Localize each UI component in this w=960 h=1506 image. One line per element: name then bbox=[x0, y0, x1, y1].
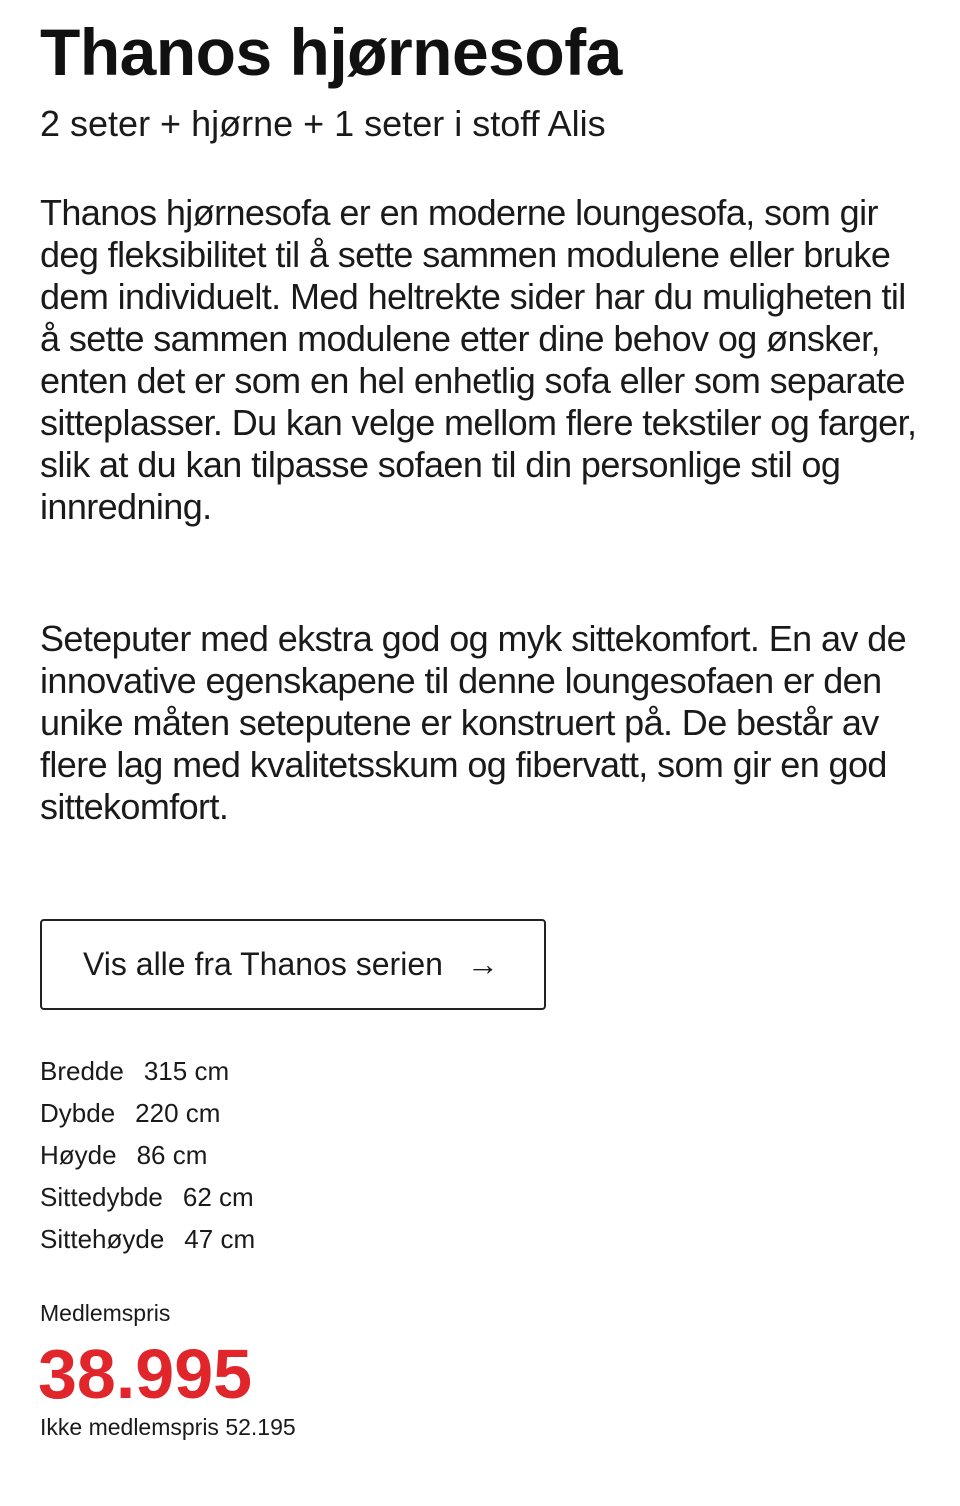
spec-label: Dybde bbox=[40, 1098, 116, 1128]
spec-label: Høyde bbox=[40, 1140, 117, 1170]
product-subtitle: 2 seter + hjørne + 1 seter i stoff Alis bbox=[40, 103, 606, 144]
spec-label: Bredde bbox=[40, 1056, 124, 1086]
view-series-button[interactable] bbox=[40, 919, 546, 1010]
spec-label: Sittedybde bbox=[40, 1182, 163, 1212]
description-paragraph: Seteputer med ekstra god og myk sittekomfort. En av de innovative egenskapene til denne loungesofaen er den unike måten seteputene er konstruert på. De består av flere lag med kvalitetsskum og fibervatt, som gir en god sittekomfort. bbox=[40, 618, 907, 827]
spec-value: 315 cm bbox=[143, 1056, 230, 1086]
description-paragraph: Thanos hjørnesofa er en moderne loungesofa, som gir deg fleksibilitet til å sette sammen modulene eller bruke dem individuelt. Med heltrekte sider har du muligheten til å sette sammen modulene etter dine behov og ønsker, enten det er som en hel enhetlig sofa eller som separate sitteplasser. Du kan velge mellom flere tekstiler og farger, slik at du kan tilpasse sofaen til din personlige stil og innredning. bbox=[40, 192, 917, 527]
spec-row bbox=[40, 1176, 255, 1218]
arrow-right-icon: → bbox=[466, 946, 499, 982]
member-price: 38.995 bbox=[38, 1335, 253, 1413]
member-price-label: Medlemspris bbox=[40, 1300, 171, 1326]
dimensions-list bbox=[40, 1050, 255, 1260]
spec-label: Sittehøyde bbox=[40, 1224, 165, 1254]
spec-row bbox=[40, 1218, 255, 1260]
spec-row bbox=[40, 1050, 255, 1092]
spec-value: 220 cm bbox=[135, 1098, 221, 1128]
spec-value: 62 cm bbox=[182, 1182, 254, 1212]
spec-value: 47 cm bbox=[184, 1224, 256, 1254]
view-series-label: Vis alle fra Thanos serien bbox=[83, 946, 443, 982]
product-title: Thanos hjørnesofa bbox=[40, 15, 622, 89]
regular-price: Ikke medlemspris 52.195 bbox=[40, 1414, 296, 1440]
spec-row bbox=[40, 1092, 255, 1134]
spec-value: 86 cm bbox=[136, 1140, 208, 1170]
spec-row bbox=[40, 1134, 255, 1176]
